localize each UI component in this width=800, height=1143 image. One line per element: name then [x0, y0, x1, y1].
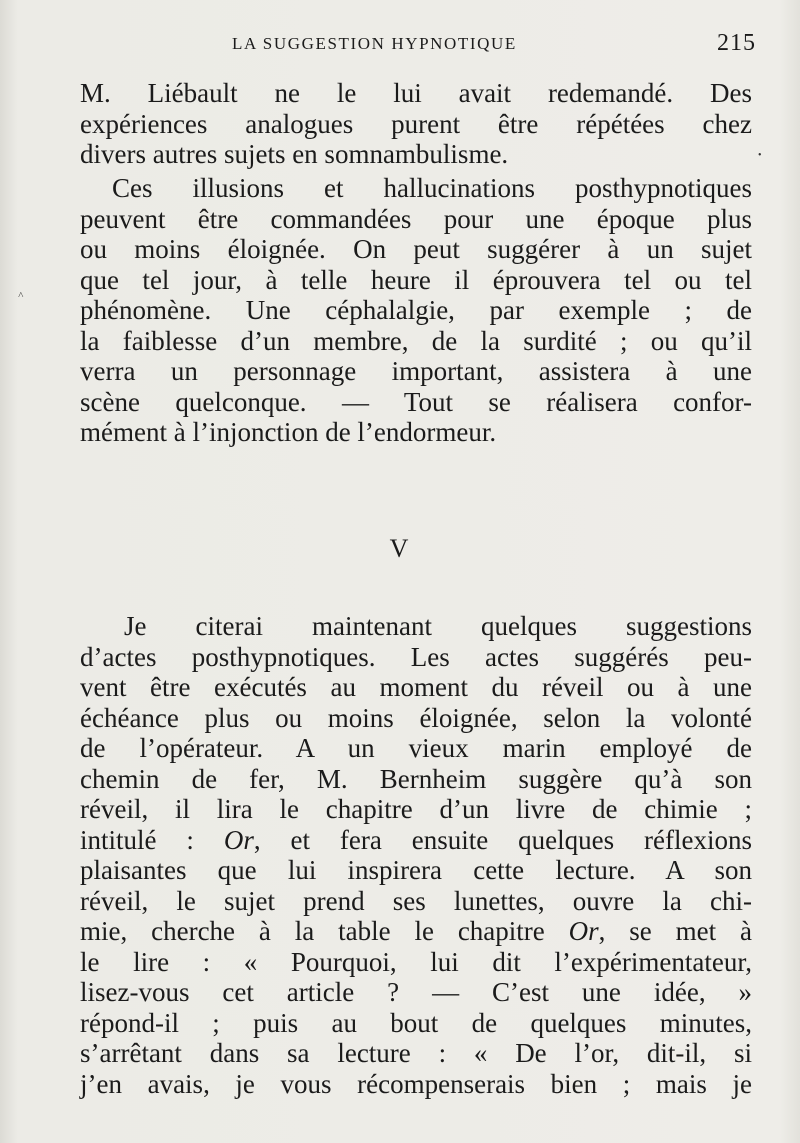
- paragraph-2: [80, 173, 752, 448]
- text-line: de l’opérateur. A un vieux marin employé de: [80, 733, 752, 763]
- text-line: divers autres sujets en somnambulisme.: [80, 139, 509, 169]
- running-title: LA SUGGESTION HYPNOTIQUE: [232, 34, 517, 53]
- text-line: Je citerai maintenant quelques suggestions: [124, 611, 752, 641]
- text-line: réveil, le sujet prend ses lunettes, ouvre la chi-: [80, 885, 752, 916]
- text-line: la faiblesse d’un membre, de la surdité ; ou qu’il: [80, 325, 752, 356]
- text-line: que tel jour, à telle heure il éprouvera tel ou tel: [80, 264, 752, 295]
- text-line: le lire : « Pourquoi, lui dit l’expérimentateur,: [80, 946, 752, 977]
- text-line: peuvent être commandées pour une époque plus: [80, 203, 752, 234]
- running-header: [232, 30, 756, 64]
- text-line: mément à l’injonction de l’endormeur.: [80, 417, 497, 447]
- margin-speck-mark: ˄: [18, 290, 24, 301]
- text-line: expériences analogues purent être répétées chez: [80, 108, 752, 139]
- text-line: Ces illusions et hallucinations posthypnotiques: [112, 173, 752, 203]
- text-line: ou moins éloignée. On peut suggérer à un sujet: [80, 234, 752, 264]
- text-line: s’arrêtant dans sa lecture : « De l’or, dit-il, si: [80, 1038, 752, 1068]
- margin-speck-mark: •: [758, 150, 762, 161]
- text-line: plaisantes que lui inspirera cette lecture. A son: [80, 855, 752, 885]
- text-line: verra un personnage important, assistera à une: [80, 356, 752, 386]
- text-line: mie, cherche à la table le chapitre Or, se met à: [80, 916, 752, 946]
- text-line: chemin de fer, M. Bernheim suggère qu’à son: [80, 763, 752, 794]
- text-line: j’en avais, je vous récompenserais bien ; mais je: [80, 1068, 752, 1099]
- text-line: réveil, il lira le chapitre d’un livre de chimie ;: [80, 794, 752, 824]
- text-line: vent être exécutés au moment du réveil ou à une: [80, 672, 752, 702]
- paragraph-1: [80, 78, 752, 170]
- text-line: M. Liébault ne le lui avait redemandé. Des: [80, 78, 752, 108]
- book-title-italic: Or: [223, 824, 254, 855]
- text-line: répond-il ; puis au bout de quelques minutes,: [80, 1007, 752, 1038]
- text-line: lisez-vous cet article ? — C’est une idée, »: [80, 977, 752, 1007]
- book-title-italic: Or: [568, 916, 599, 946]
- section-heading: V: [389, 534, 411, 563]
- text-line: scène quelconque. — Tout se réalisera confor-: [80, 386, 752, 417]
- text-line: échéance plus ou moins éloignée, selon la volonté: [80, 702, 752, 733]
- text-line: d’actes posthypnotiques. Les actes suggérés peu-: [80, 641, 752, 672]
- paragraph-3: [80, 611, 752, 1099]
- page-number: 215: [717, 30, 756, 56]
- text-line: intitulé : Or, et fera ensuite quelques réflexions: [80, 824, 752, 855]
- text-line: phénomène. Une céphalalgie, par exemple ; de: [80, 295, 752, 325]
